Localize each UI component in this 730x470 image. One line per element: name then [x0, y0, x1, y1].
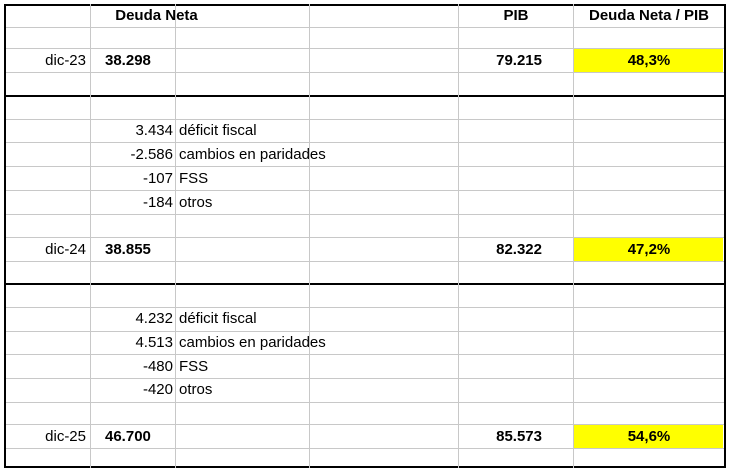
grid-line: [4, 466, 726, 468]
header-ratio: Deuda Neta / PIB: [588, 7, 710, 24]
row-label: dic-23: [45, 52, 86, 69]
item-value: -480: [142, 358, 173, 375]
grid-line: [4, 142, 726, 143]
grid-line: [4, 448, 726, 449]
grid-line: [4, 27, 726, 28]
ratio-value: 47,2%: [627, 241, 671, 258]
item-value: -420: [142, 381, 173, 398]
grid-line: [4, 214, 726, 215]
grid-line: [4, 72, 726, 73]
grid-line: [4, 402, 726, 403]
deuda-value: 38.298: [105, 52, 151, 69]
item-desc: FSS: [179, 358, 209, 375]
pib-value: 79.215: [496, 52, 542, 69]
grid-line: [4, 166, 726, 167]
item-value: 4.232: [135, 310, 173, 327]
grid-line: [4, 190, 726, 191]
header-deuda-neta: Deuda Neta: [115, 7, 198, 24]
deuda-value: 38.855: [105, 241, 151, 258]
item-desc: cambios en paridades: [179, 146, 326, 163]
ratio-value: 48,3%: [627, 52, 671, 69]
item-value: -2.586: [130, 146, 173, 163]
item-value: 3.434: [135, 122, 173, 139]
item-value: -107: [142, 170, 173, 187]
ratio-value: 54,6%: [627, 428, 671, 445]
grid-line: [573, 4, 574, 468]
item-desc: otros: [179, 194, 213, 211]
header-pib: PIB: [503, 7, 529, 24]
grid-line: [4, 4, 6, 468]
grid-line: [4, 95, 726, 97]
item-desc: otros: [179, 381, 213, 398]
item-desc: cambios en paridades: [179, 334, 326, 351]
row-label: dic-25: [45, 428, 86, 445]
grid-line: [458, 4, 459, 468]
row-label: dic-24: [45, 241, 86, 258]
grid-line: [4, 283, 726, 285]
grid-line: [4, 354, 726, 355]
pib-value: 85.573: [496, 428, 542, 445]
grid-line: [4, 261, 726, 262]
item-value: 4.513: [135, 334, 173, 351]
item-value: -184: [142, 194, 173, 211]
pib-value: 82.322: [496, 241, 542, 258]
item-desc: FSS: [179, 170, 209, 187]
grid-line: [309, 4, 310, 468]
item-desc: déficit fiscal: [179, 122, 257, 139]
item-desc: déficit fiscal: [179, 310, 257, 327]
deuda-value: 46.700: [105, 428, 151, 445]
grid-line: [724, 4, 726, 468]
grid-line: [175, 4, 176, 468]
